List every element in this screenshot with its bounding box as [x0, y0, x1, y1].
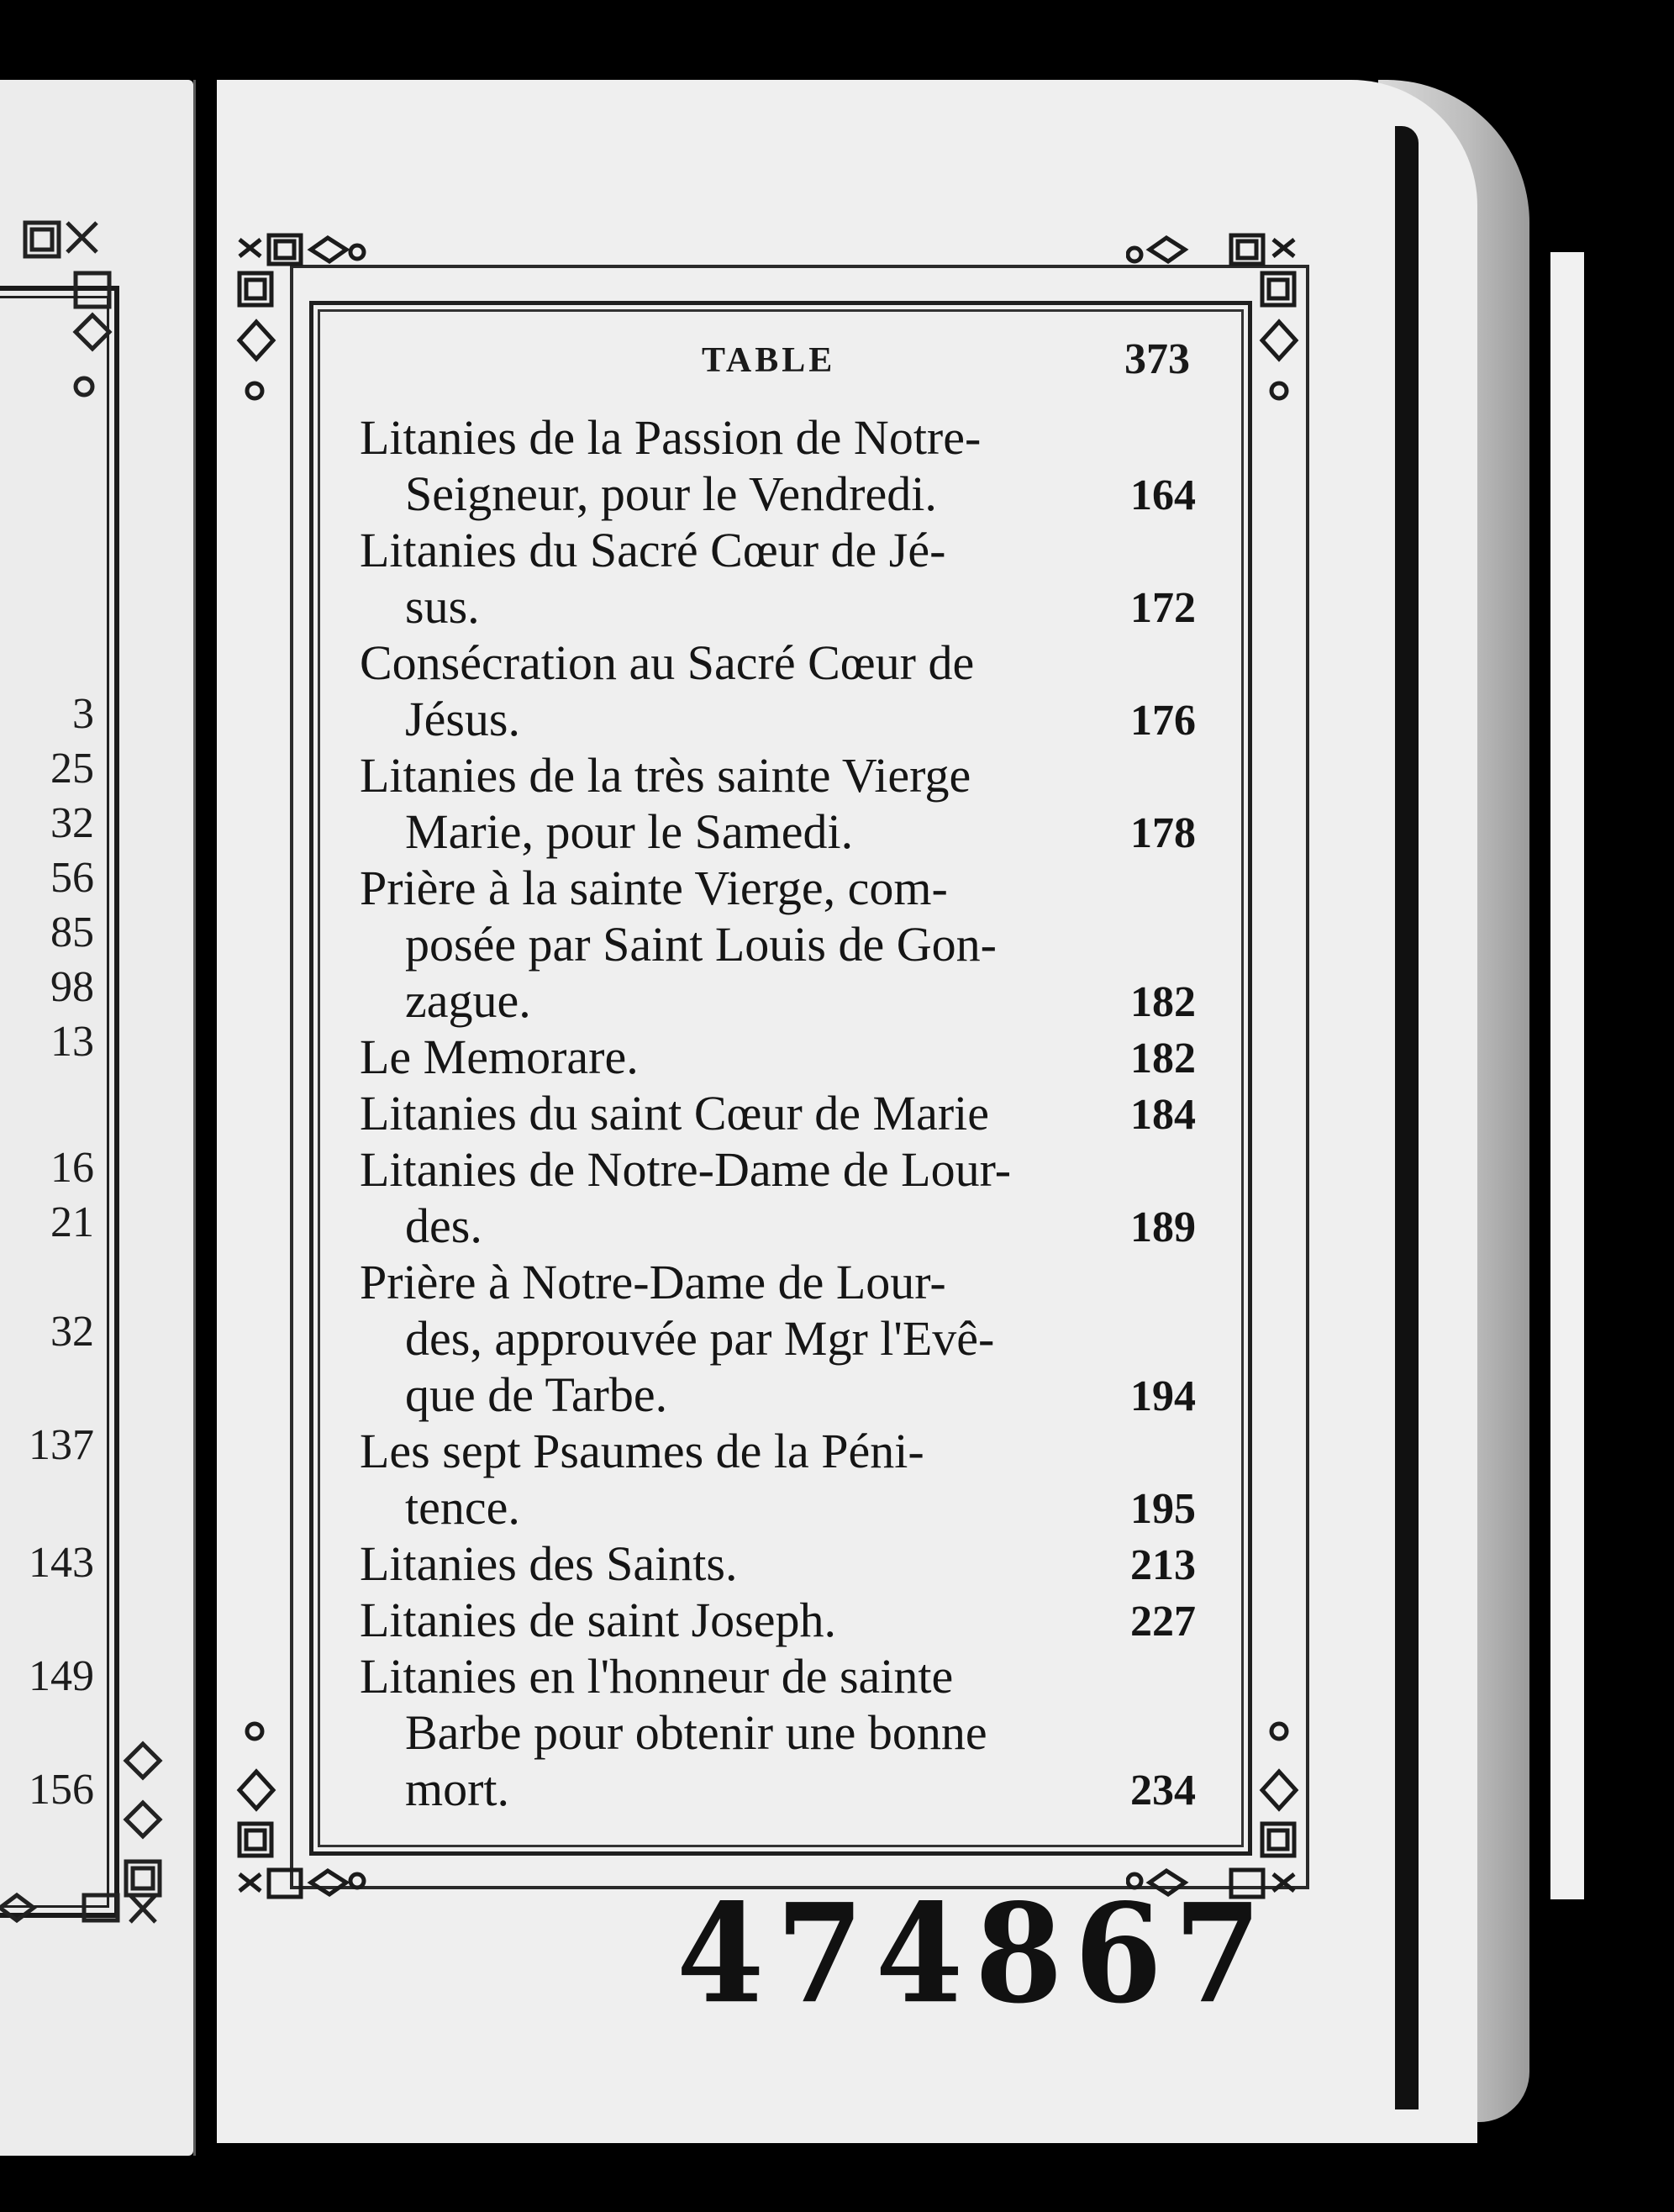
page-title: TABLE: [702, 341, 836, 380]
toc-entry-line: posée par Saint Louis de Gon-: [405, 917, 997, 972]
toc-entry-line: Barbe pour obtenir une bonne: [405, 1705, 987, 1760]
page-number: 373: [1124, 335, 1190, 383]
toc-entry-page: 176: [1130, 697, 1196, 745]
toc-entry-page: 164: [1130, 471, 1196, 519]
stamp-number: 474867: [676, 1874, 1274, 2035]
toc-entry-line: Consécration au Sacré Cœur de: [360, 635, 975, 690]
left-page-top-ornament-icon: [0, 206, 134, 424]
toc-entry-line: sus.: [405, 579, 480, 634]
toc-entry-page: 195: [1130, 1485, 1196, 1533]
left-page-number: 13: [50, 1018, 94, 1066]
toc-entry-line: tence.: [405, 1480, 520, 1535]
page-edge-strip: [1550, 252, 1584, 1899]
left-page-number: 32: [50, 1308, 94, 1356]
left-page-number: 149: [29, 1652, 94, 1700]
toc-entry-line: Litanies des Saints.: [360, 1536, 738, 1591]
toc-entry-line: Litanies du Sacré Cœur de Jé-: [360, 523, 946, 577]
toc-entry-line: Marie, pour le Samedi.: [405, 804, 854, 859]
left-page-number: 21: [50, 1198, 94, 1246]
toc-entry-line: Litanies de la très sainte Vierge: [360, 748, 971, 803]
toc-entry-line: Litanies de la Passion de Notre-: [360, 410, 982, 465]
toc-entry-page: 213: [1130, 1541, 1196, 1589]
book-spine: [193, 80, 196, 2156]
left-page-number: 137: [29, 1421, 94, 1469]
left-page-number: 85: [50, 908, 94, 956]
toc-entry-page: 172: [1130, 584, 1196, 632]
left-page-number: 25: [50, 745, 94, 793]
top-left-ornament-icon: [231, 223, 433, 424]
toc-entry-line: Seigneur, pour le Vendredi.: [405, 466, 937, 521]
left-page-number: 143: [29, 1539, 94, 1587]
toc-entry-page: 234: [1130, 1767, 1196, 1814]
toc-entry-line: Le Memorare.: [360, 1030, 639, 1084]
toc-entry-page: 194: [1130, 1372, 1196, 1420]
toc-entry-page: 227: [1130, 1598, 1196, 1646]
toc-entry-page: 178: [1130, 809, 1196, 857]
toc-entry-line: Litanies de Notre-Dame de Lour-: [360, 1142, 1012, 1197]
toc-entry-line: Jésus.: [405, 692, 520, 746]
left-page-fragment: [0, 80, 193, 2156]
left-page-number: 56: [50, 854, 94, 902]
toc-entry-line: des.: [405, 1198, 482, 1253]
toc-entry-line: zague.: [405, 973, 531, 1028]
toc-entry-line: Les sept Psaumes de la Péni-: [360, 1424, 924, 1478]
left-page-number: 156: [29, 1766, 94, 1814]
toc-entry-line: Litanies du saint Cœur de Marie: [360, 1086, 989, 1140]
toc-entry-line: Prière à la sainte Vierge, com-: [360, 861, 948, 915]
left-page-number: 32: [50, 799, 94, 847]
toc-entry-page: 189: [1130, 1203, 1196, 1251]
toc-entry-line: mort.: [405, 1762, 510, 1816]
left-page-number: 98: [50, 963, 94, 1011]
toc-entry-line: Prière à Notre-Dame de Lour-: [360, 1255, 946, 1309]
left-page-number: 16: [50, 1144, 94, 1192]
toc-entry-line: que de Tarbe.: [405, 1367, 668, 1422]
toc-entry-page: 182: [1130, 1035, 1196, 1082]
toc-entry-line: des, approuvée par Mgr l'Evê-: [405, 1311, 995, 1366]
top-right-ornament-icon: [1126, 223, 1328, 424]
toc-entry-page: 182: [1130, 978, 1196, 1026]
toc-entry-line: Litanies de saint Joseph.: [360, 1593, 837, 1647]
toc-entry-line: Litanies en l'honneur de sainte: [360, 1649, 954, 1704]
toc-entry-page: 184: [1130, 1091, 1196, 1139]
book-cover-edge: [1395, 126, 1419, 2109]
left-page-number: 3: [72, 690, 94, 738]
bottom-left-ornament-icon: [231, 1706, 433, 1908]
